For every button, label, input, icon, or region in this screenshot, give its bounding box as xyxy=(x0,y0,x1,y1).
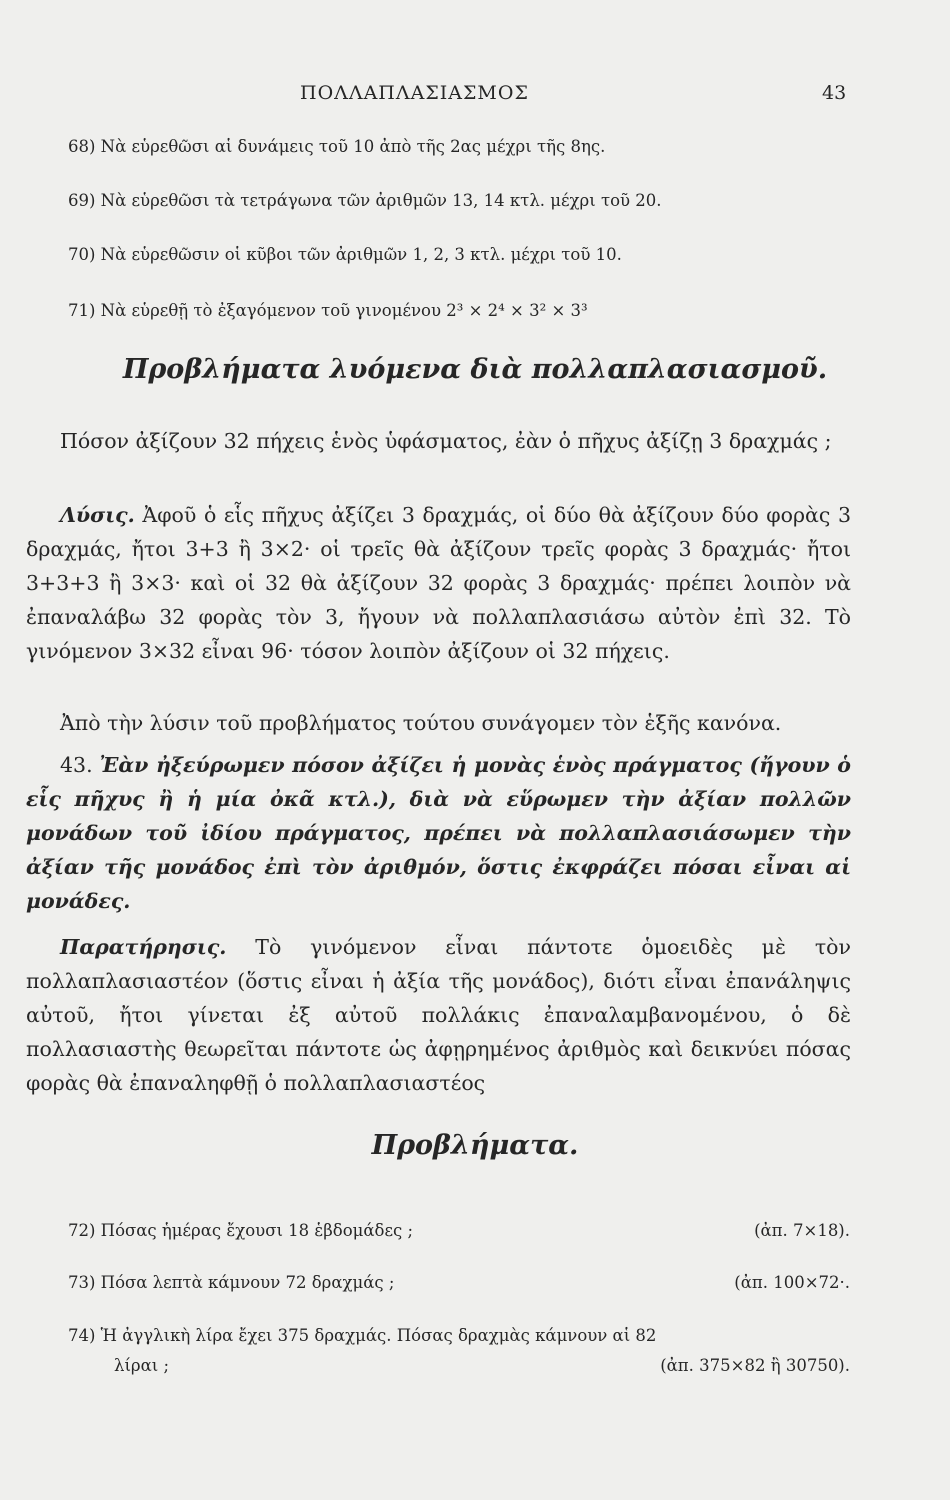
rule-number: 43. xyxy=(60,753,93,777)
problem-text: 74) Ἡ ἀγγλικὴ λίρα ἔχει 375 δραχμάς. Πόσας δραχμὰς κάμνουν αἱ 82 xyxy=(68,1326,657,1345)
remark-text: Τὸ γινόμενον εἶναι πάντοτε ὁμοειδὲς μὲ τὸν πολλαπλασιαστέον (ὅστις εἶναι ἡ ἀξία τῆς μονάδος), διότι εἶναι ἐπανάληψις αὐτοῦ, ἤτοι γίνεται ἐξ αὐτοῦ πολλάκις ἐπαναλαμβανομένου, ὁ δὲ πολλασιαστὴς θεωρεῖται πάντοτε ὡς ἀφῃρημένος ἀριθμὸς καὶ δεικνύει πόσας φορὰς θὰ ἐπαναληφθῇ ὁ πολλαπλασιαστέος xyxy=(26,935,851,1095)
remark-label: Παρατήρησις. xyxy=(60,935,227,959)
solution-paragraph xyxy=(26,498,851,668)
rule-paragraph xyxy=(26,748,851,918)
remark-paragraph xyxy=(26,930,851,1100)
problem-continuation: λίραι ; xyxy=(114,1356,170,1375)
exercise-68: 68) Νὰ εὑρεθῶσι αἱ δυνάμεις τοῦ 10 ἀπὸ τῆς 2ας μέχρι τῆς 8ης. xyxy=(68,137,606,156)
problem-text: 72) Πόσας ἡμέρας ἔχουσι 18 ἑβδομάδες ; xyxy=(68,1221,414,1240)
rule-intro: Ἀπὸ τὴν λύσιν τοῦ προβλήματος τούτου συνάγομεν τὸν ἑξῆς κανόνα. xyxy=(60,711,782,735)
solution-text: Ἀφοῦ ὁ εἷς πῆχυς ἀξίζει 3 δραχμάς, οἱ δύο θὰ ἀξίζουν δύο φορὰς 3 δραχμάς, ἤτοι 3+3 ἢ 3×2· οἱ τρεῖς θὰ ἀξίζουν τρεῖς φορὰς 3 δραχμάς· ἤτοι 3+3+3 ἢ 3×3· καὶ οἱ 32 θὰ ἀξίζουν 32 φορὰς 3 δραχμάς· πρέπει λοιπὸν νὰ ἐπαναλάβω 32 φορὰς τὸν 3, ἤγουν νὰ πολλαπλασιάσω αὐτὸν ἐπὶ 32. Τὸ γινόμενον 3×32 εἶναι 96· τόσον λοιπὸν ἀξίζουν οἱ 32 πήχεις. xyxy=(26,503,851,663)
page-number: 43 xyxy=(822,82,847,104)
exercise-69: 69) Νὰ εὑρεθῶσι τὰ τετράγωνα τῶν ἀριθμῶν 13, 14 κτλ. μέχρι τοῦ 20. xyxy=(68,191,662,210)
problems-heading: Προβλήματα. xyxy=(371,1130,579,1161)
running-head: ΠΟΛΛΑΠΛΑΣΙΑΣΜΟΣ xyxy=(300,82,529,104)
problem-73 xyxy=(68,1273,850,1292)
problem-74 xyxy=(68,1326,850,1345)
problem-answer: (ἀπ. 375×82 ἢ 30750). xyxy=(660,1356,850,1375)
problem-72 xyxy=(68,1221,850,1240)
section-heading: Προβλήματα λυόμενα διὰ πολλαπλασιασμοῦ. xyxy=(122,354,828,385)
exercise-70: 70) Νὰ εὑρεθῶσιν οἱ κῦβοι τῶν ἀριθμῶν 1, 2, 3 κτλ. μέχρι τοῦ 10. xyxy=(68,245,622,264)
problem-answer: (ἀπ. 7×18). xyxy=(754,1221,850,1240)
problem-text: 73) Πόσα λεπτὰ κάμνουν 72 δραχμάς ; xyxy=(68,1273,395,1292)
exercise-71: 71) Νὰ εὑρεθῇ τὸ ἐξαγόμενον τοῦ γινομένου 2³ × 2⁴ × 3² × 3³ xyxy=(68,301,588,320)
rule-text: Ἐὰν ἠξεύρωμεν πόσον ἀξίζει ἡ μονὰς ἑνὸς πράγματος (ἤγουν ὁ εἷς πῆχυς ἢ ἡ μία ὀκᾶ κτλ.), διὰ νὰ εὕρωμεν τὴν ἀξίαν πολλῶν μονάδων τοῦ ἰδίου πράγματος, πρέπει νὰ πολλαπλασιάσωμεν τὴν ἀξίαν τῆς μονάδος ἐπὶ τὸν ἀριθμόν, ὅστις ἐκφράζει πόσαι εἶναι αἱ μονάδες. xyxy=(26,753,851,913)
problem-statement: Πόσον ἀξίζουν 32 πήχεις ἑνὸς ὑφάσματος, ἐὰν ὁ πῆχυς ἀξίζῃ 3 δραχμάς ; xyxy=(60,429,832,453)
problem-answer: (ἀπ. 100×72·. xyxy=(734,1273,850,1292)
solution-label: Λύσις. xyxy=(60,503,135,527)
problem-74-continuation xyxy=(114,1356,850,1375)
